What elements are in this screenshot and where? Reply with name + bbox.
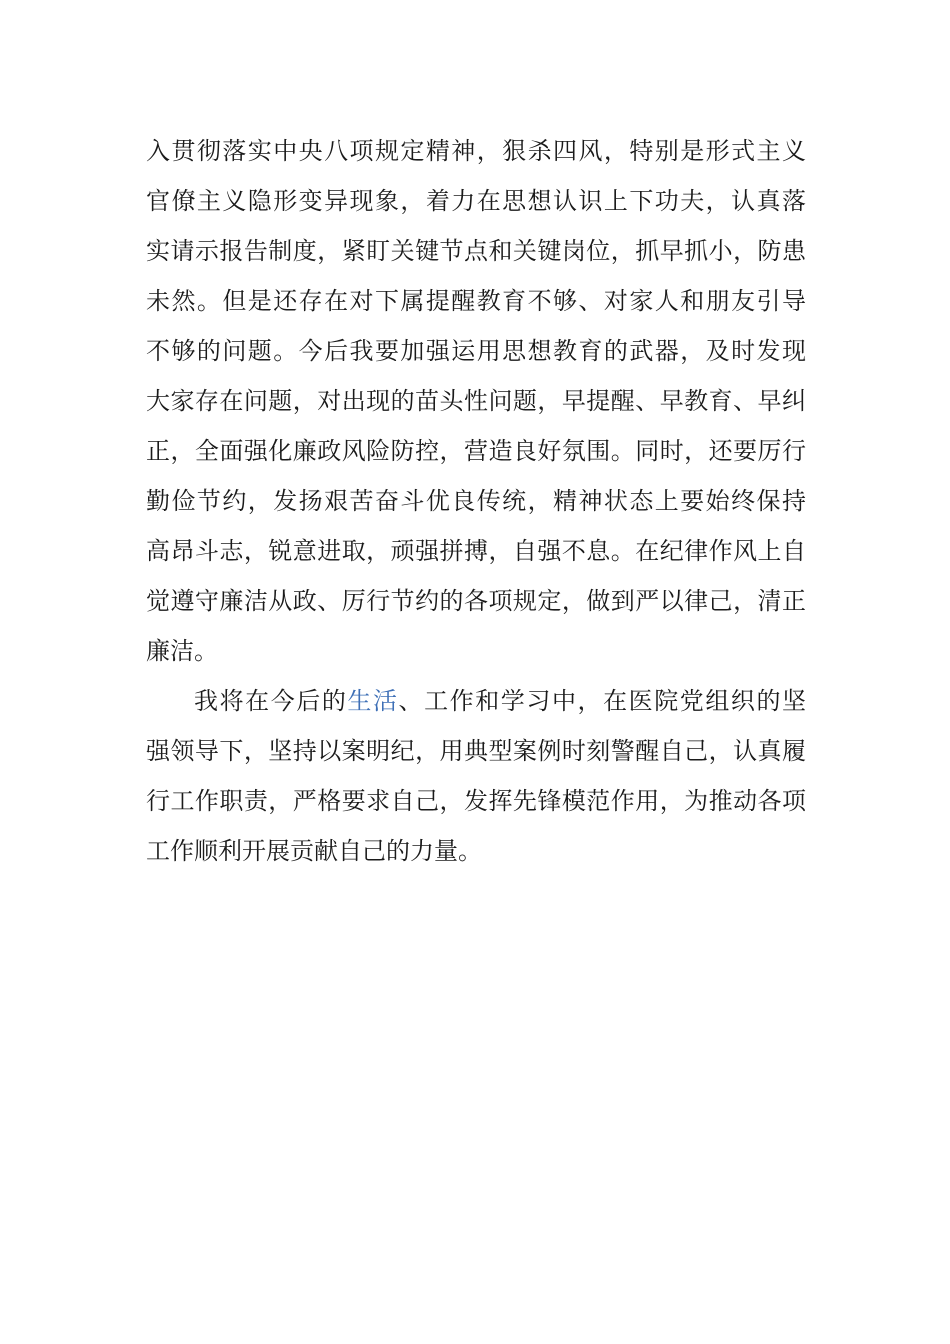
paragraph-2	[146, 676, 806, 876]
text-line: 正，全面强化廉政风险防控，营造良好氛围。同时，还要厉行	[146, 437, 806, 465]
text-line: 工作顺利开展贡献自己的力量。	[146, 837, 482, 865]
text-segment: 、工作和学习中，在医院党组织的坚	[398, 687, 807, 715]
text-line-first	[146, 676, 806, 726]
hyperlink-shenghuo[interactable]: 生活	[347, 687, 399, 715]
document-body	[146, 126, 806, 876]
text-line: 强领导下，坚持以案明纪，用典型案例时刻警醒自己，认真履	[146, 737, 806, 765]
text-line: 廉洁。	[146, 637, 218, 665]
text-line: 大家存在问题，对出现的苗头性问题，早提醒、早教育、早纠	[146, 387, 806, 415]
text-line: 入贯彻落实中央八项规定精神，狠杀四风，特别是形式主义	[146, 137, 806, 165]
text-line: 不够的问题。今后我要加强运用思想教育的武器，及时发现	[146, 337, 806, 365]
paragraph-1	[146, 126, 806, 676]
text-line: 实请示报告制度，紧盯关键节点和关键岗位，抓早抓小，防患	[146, 237, 806, 265]
text-segment: 我将在今后的	[194, 687, 348, 715]
text-line: 未然。但是还存在对下属提醒教育不够、对家人和朋友引导	[146, 287, 806, 315]
text-line: 觉遵守廉洁从政、厉行节约的各项规定，做到严以律己，清正	[146, 587, 806, 615]
text-line: 高昂斗志，锐意进取，顽强拼搏，自强不息。在纪律作风上自	[146, 537, 806, 565]
text-line: 勤俭节约，发扬艰苦奋斗优良传统，精神状态上要始终保持	[146, 487, 806, 515]
text-line: 行工作职责，严格要求自己，发挥先锋模范作用，为推动各项	[146, 787, 806, 815]
text-line: 官僚主义隐形变异现象，着力在思想认识上下功夫，认真落	[146, 187, 806, 215]
